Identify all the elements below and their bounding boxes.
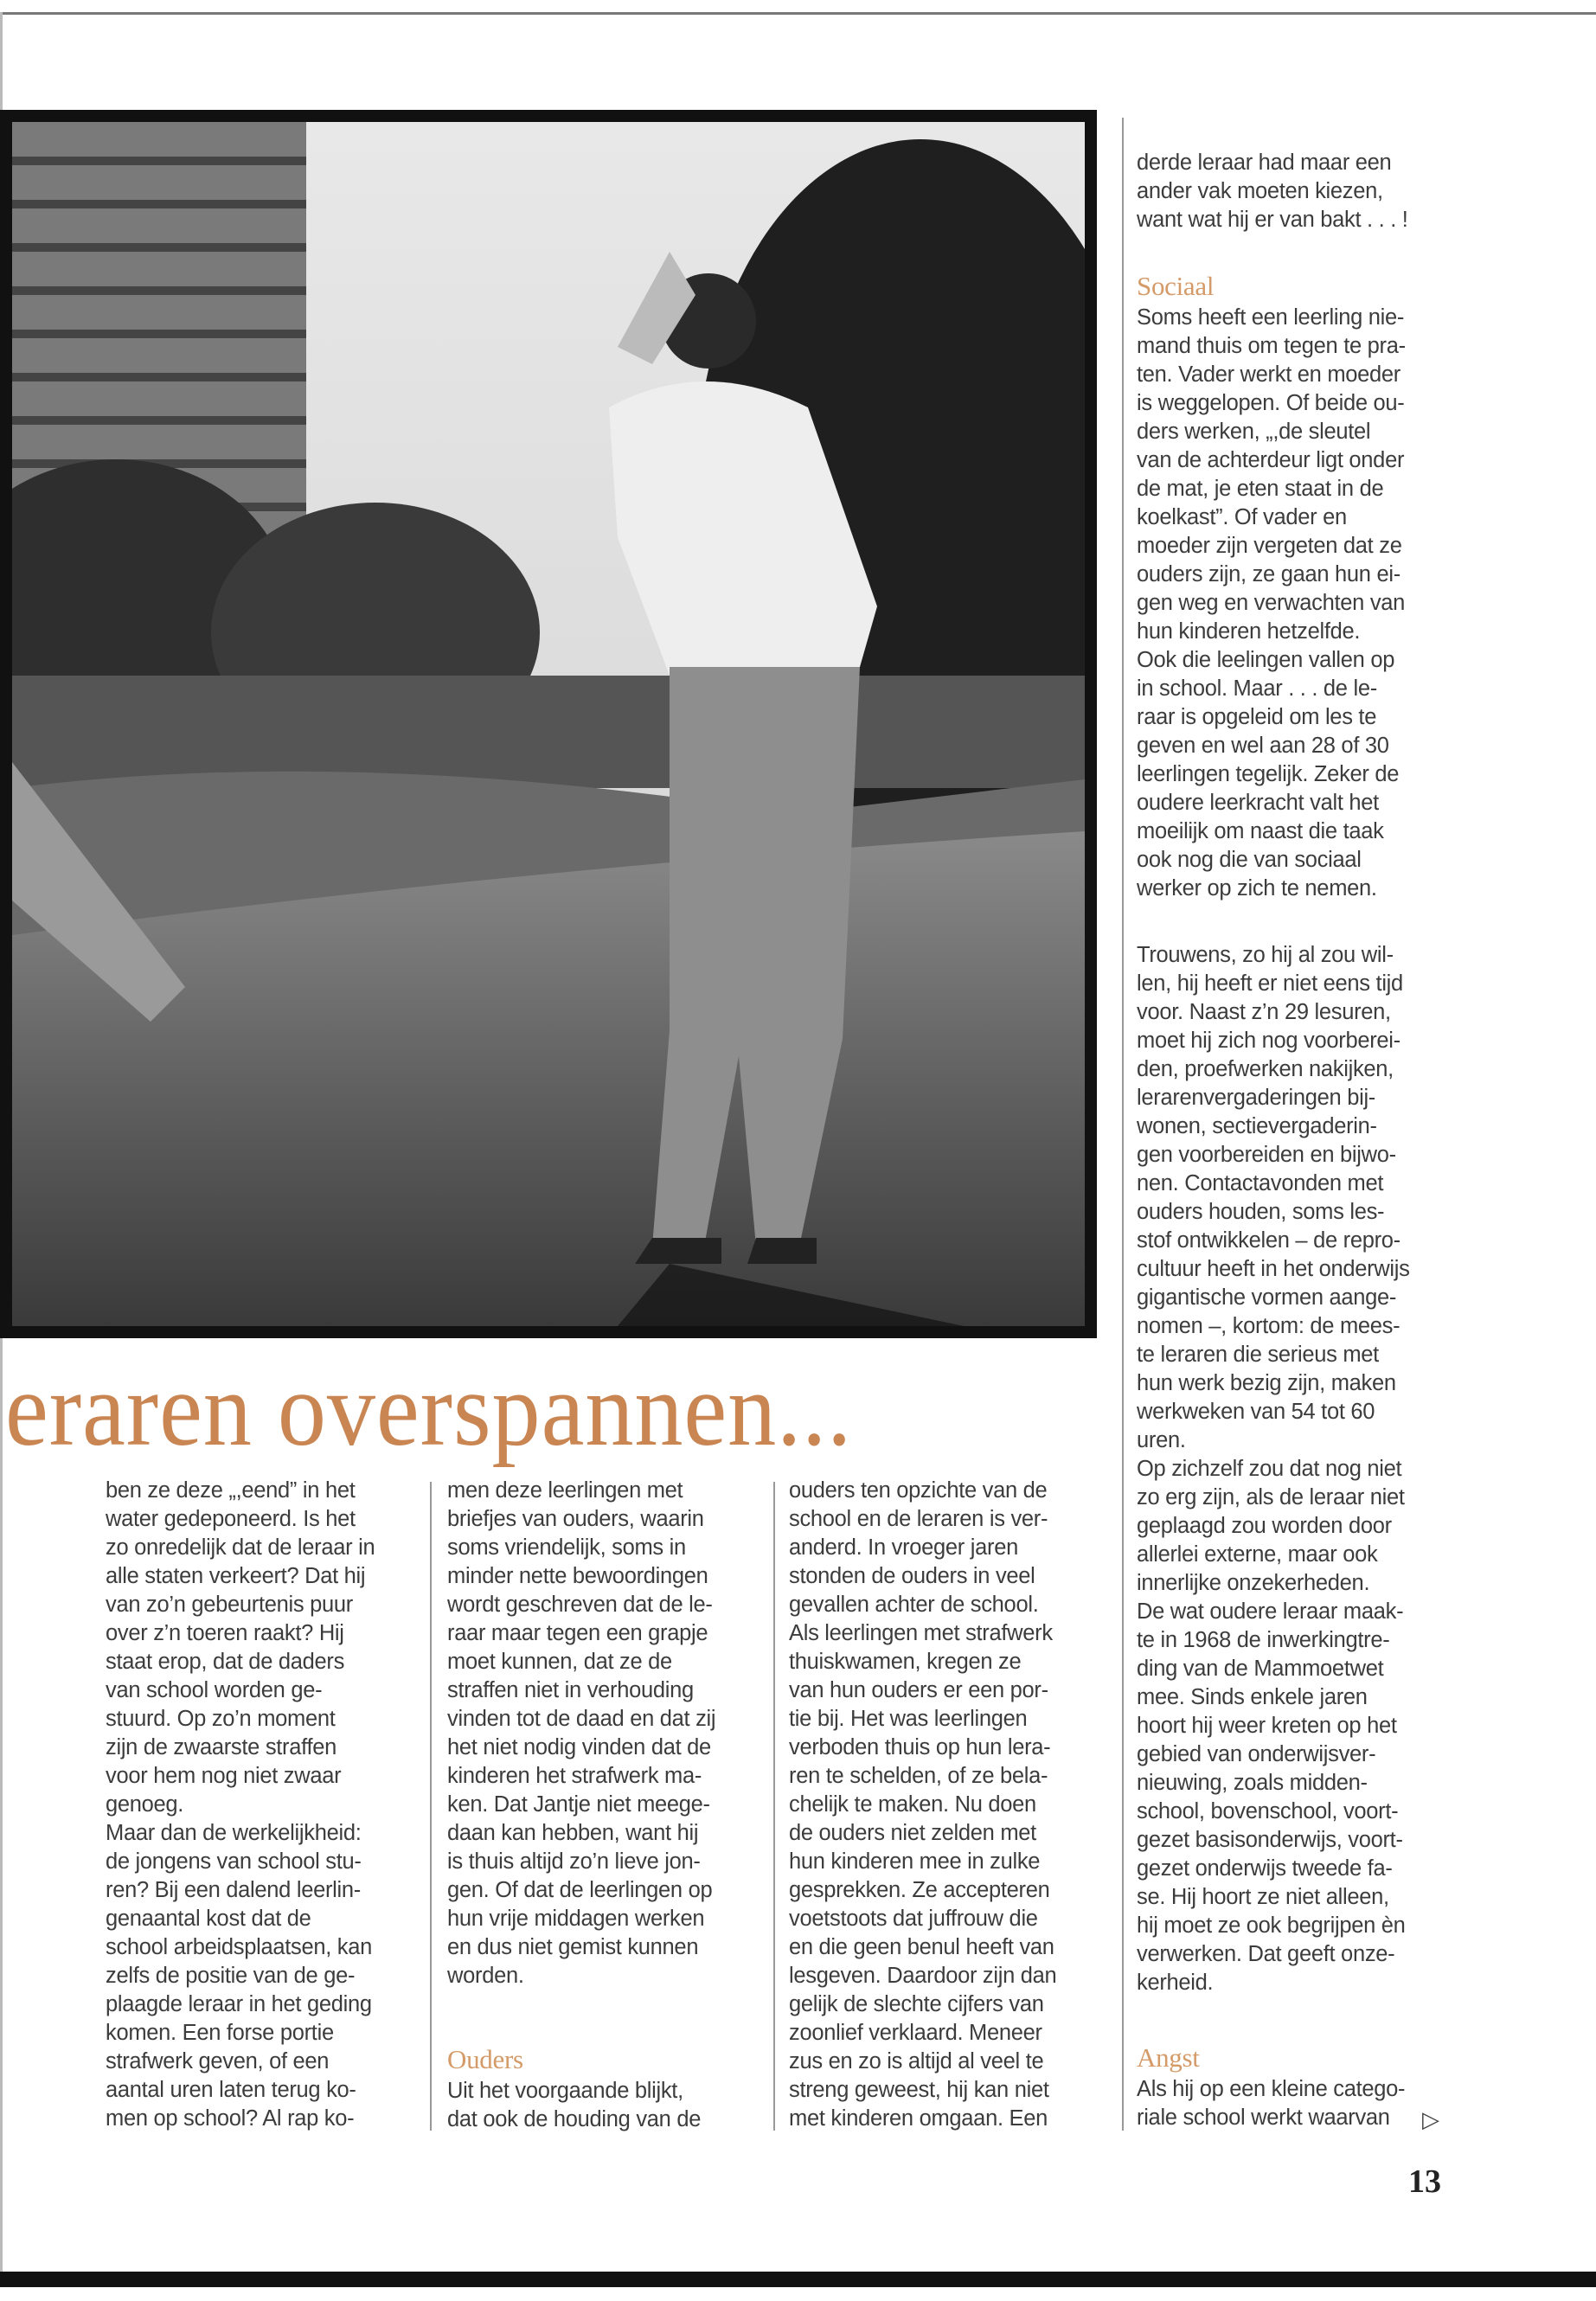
text-line: ten. Vader werkt en moeder — [1137, 362, 1401, 387]
page-top-rule — [0, 12, 1596, 15]
text-line: riale school werkt waarvan — [1137, 2106, 1390, 2130]
text-line: zo erg zijn, als de leraar niet — [1137, 1485, 1405, 1509]
text-line: chelijk te maken. Nu doen — [789, 1792, 1036, 1817]
text-line: zelfs de positie van de ge- — [106, 1964, 356, 1988]
text-line: ouders ten opzichte van de — [789, 1478, 1048, 1503]
text-line: Maar dan de werkelijkheid: — [106, 1821, 362, 1845]
text-line: briefjes van ouders, waarin — [447, 1507, 704, 1531]
text-line: moet kunnen, dat ze de — [447, 1650, 672, 1674]
text-line: ouders zijn, ze gaan hun ei- — [1137, 562, 1401, 586]
text-line: hun kinderen hetzelfde. — [1137, 619, 1361, 644]
text-line: van de achterdeur ligt onder — [1137, 448, 1405, 472]
text-line: moeder zijn vergeten dat ze — [1137, 534, 1402, 558]
text-line: cultuur heeft in het onderwijs — [1137, 1257, 1410, 1281]
text-line: gen weg en verwachten van — [1137, 591, 1406, 615]
text-line: kerheid. — [1137, 1971, 1214, 1995]
text-line: moeilijk om naast die taak — [1137, 819, 1384, 843]
text-line: straffen niet in verhouding — [447, 1678, 694, 1702]
subheading-angst: Angst — [1137, 2042, 1200, 2073]
text-line: geven en wel aan 28 of 30 — [1137, 734, 1389, 758]
subheading-sociaal: Sociaal — [1137, 271, 1215, 301]
text-line: zoonlief verklaard. Meneer — [789, 2021, 1042, 2045]
text-line: stuurd. Op zo’n moment — [106, 1707, 336, 1731]
continue-arrow-icon: ▷ — [1422, 2106, 1439, 2132]
text-line: staat erop, dat de daders — [106, 1650, 345, 1674]
text-line: zijn de zwaarste straffen — [106, 1735, 337, 1759]
text-line: se. Hij hoort ze niet alleen, — [1137, 1885, 1389, 1909]
text-line: De wat oudere leraar maak- — [1137, 1599, 1404, 1624]
text-line: hun vrije middagen werken — [447, 1907, 705, 1931]
text-line: lerarenvergaderingen bij- — [1137, 1086, 1376, 1110]
text-line: alle staten verkeert? Dat hij — [106, 1564, 366, 1588]
text-line: is thuis altijd zo’n lieve jon- — [447, 1849, 701, 1874]
text-line: gelijk de slechte cijfers van — [789, 1992, 1044, 2016]
text-line: men deze leerlingen met — [447, 1478, 683, 1503]
text-line: aantal uren laten terug ko- — [106, 2078, 356, 2102]
text-line: de mat, je eten staat in de — [1137, 477, 1384, 501]
text-line: ding van de Mammoetwet — [1137, 1657, 1384, 1681]
text-line: ders werken, „,de sleutel — [1137, 420, 1371, 444]
text-line: ook nog die van sociaal — [1137, 848, 1362, 872]
text-line: voor hem nog niet zwaar — [106, 1764, 342, 1788]
text-line: dat ook de houding van de — [447, 2107, 702, 2131]
text-line: raar maar tegen een grapje — [447, 1621, 708, 1645]
text-line: van school worden ge- — [106, 1678, 323, 1702]
photo-man-by-pond — [12, 122, 1085, 1326]
text-line: ander vak moeten kiezen, — [1137, 179, 1383, 203]
text-line: hun kinderen mee in zulke — [789, 1849, 1041, 1874]
text-line: ken. Dat Jantje niet meege- — [447, 1792, 710, 1817]
text-line: van hun ouders er een por- — [789, 1678, 1048, 1702]
text-line: in school. Maar . . . de le- — [1137, 676, 1377, 701]
text-line: de ouders niet zelden met — [789, 1821, 1036, 1845]
text-column-3 — [789, 1477, 1056, 2133]
text-line: school arbeidsplaatsen, kan — [106, 1935, 373, 1959]
text-column-2 — [447, 1477, 715, 2134]
column-divider — [430, 1482, 432, 2131]
text-line: de jongens van school stu- — [106, 1849, 362, 1874]
text-line: ben ze deze „,eend” in het — [106, 1478, 356, 1503]
text-line: ouders houden, soms les- — [1137, 1200, 1385, 1224]
text-line: stof ontwikkelen – de repro- — [1137, 1228, 1401, 1253]
subheading-ouders: Ouders — [447, 2044, 523, 2074]
article-headline: eraren overspannen... — [5, 1351, 853, 1468]
text-line: werkweken van 54 tot 60 — [1137, 1400, 1375, 1424]
text-line: Als leerlingen met strafwerk — [789, 1621, 1053, 1645]
text-line: allerlei externe, maar ook — [1137, 1542, 1378, 1567]
text-line: en die geen benul heeft van — [789, 1935, 1054, 1959]
text-line: Ook die leelingen vallen op — [1137, 648, 1395, 672]
text-line: ren te schelden, of ze bela- — [789, 1764, 1048, 1788]
text-line: derde leraar had maar een — [1137, 151, 1392, 175]
text-line: strafwerk geven, of een — [106, 2049, 330, 2073]
text-line: mand thuis om tegen te pra- — [1137, 334, 1406, 358]
text-line: lesgeven. Daardoor zijn dan — [789, 1964, 1057, 1988]
text-line: te leraren die serieus met — [1137, 1343, 1379, 1367]
text-line: mee. Sinds enkele jaren — [1137, 1685, 1368, 1709]
text-line: gevallen achter de school. — [789, 1593, 1039, 1617]
page-bottom-bar — [0, 2272, 1596, 2287]
text-line: len, hij heeft er niet eens tijd — [1137, 971, 1403, 996]
text-line: gen. Of dat de leerlingen op — [447, 1878, 713, 1902]
text-line: kinderen het strafwerk ma- — [447, 1764, 702, 1788]
text-line: den, proefwerken nakijken, — [1137, 1057, 1394, 1081]
text-line: hij moet ze ook begrijpen èn — [1137, 1913, 1406, 1938]
text-line: gezet onderwijs tweede fa- — [1137, 1856, 1393, 1881]
text-line: thuiskwamen, kregen ze — [789, 1650, 1022, 1674]
text-line: is weggelopen. Of beide ou- — [1137, 391, 1405, 415]
text-line: nieuwing, zoals midden- — [1137, 1771, 1368, 1795]
text-line: genaantal kost dat de — [106, 1907, 311, 1931]
text-line: oudere leerkracht valt het — [1137, 791, 1379, 815]
text-line: verboden thuis op hun lera- — [789, 1735, 1051, 1759]
paragraph — [1137, 941, 1410, 1997]
text-line: te in 1968 de inwerkingtre- — [1137, 1628, 1390, 1652]
text-line: Op zichzelf zou dat nog niet — [1137, 1457, 1402, 1481]
text-line: nen. Contactavonden met — [1137, 1171, 1384, 1195]
text-line: nomen –, kortom: de mees- — [1137, 1314, 1401, 1338]
text-line: stonden de ouders in veel — [789, 1564, 1035, 1588]
paragraph — [789, 1477, 1056, 2133]
text-line: Uit het voorgaande blijkt, — [447, 2079, 683, 2103]
text-line: ren? Bij een dalend leerlin- — [106, 1878, 361, 1902]
text-line: leerlingen tegelijk. Zeker de — [1137, 762, 1400, 786]
article-photo — [0, 110, 1097, 1338]
paragraph — [447, 1477, 715, 1990]
text-column-1 — [106, 1477, 375, 2133]
text-line: verwerken. Dat geeft onze- — [1137, 1942, 1395, 1966]
column-divider — [773, 1482, 775, 2131]
text-line: koelkast”. Of vader en — [1137, 505, 1347, 529]
text-line: want wat hij er van bakt . . . ! — [1137, 208, 1408, 232]
text-line: minder nette bewoordingen — [447, 1564, 708, 1588]
text-line: wonen, sectievergaderin- — [1137, 1114, 1377, 1138]
text-line: werker op zich te nemen. — [1137, 876, 1377, 901]
text-line: school, bovenschool, voort- — [1137, 1799, 1399, 1823]
text-line: soms vriendelijk, soms in — [447, 1535, 686, 1560]
text-line: met kinderen omgaan. Een — [789, 2106, 1048, 2131]
text-line: genoeg. — [106, 1792, 184, 1817]
text-line: en dus niet gemist kunnen — [447, 1935, 699, 1959]
text-line: zus en zo is altijd al veel te — [789, 2049, 1044, 2073]
text-line: komen. Een forse portie — [106, 2021, 334, 2045]
text-line: zo onredelijk dat de leraar in — [106, 1535, 375, 1560]
text-line: tie bij. Het was leerlingen — [789, 1707, 1028, 1731]
text-line: van zo’n gebeurtenis puur — [106, 1593, 353, 1617]
text-line: school en de leraren is ver- — [789, 1507, 1048, 1531]
text-line: daan kan hebben, want hij — [447, 1821, 699, 1845]
text-line: vinden tot de daad en dat zij — [447, 1707, 716, 1731]
column-divider — [1122, 118, 1124, 2131]
text-line: gesprekken. Ze accepteren — [789, 1878, 1050, 1902]
text-line: moet hij zich nog voorberei- — [1137, 1029, 1401, 1053]
text-line: plaagde leraar in het geding — [106, 1992, 372, 2016]
text-line: streng geweest, hij kan niet — [789, 2078, 1049, 2102]
paragraph — [1137, 304, 1410, 903]
text-line: wordt geschreven dat de le- — [447, 1593, 713, 1617]
text-line: Trouwens, zo hij al zou wil- — [1137, 943, 1394, 967]
text-line: gen voorbereiden en bijwo- — [1137, 1143, 1396, 1167]
text-line: men op school? Al rap ko- — [106, 2106, 355, 2131]
paragraph — [447, 2077, 715, 2134]
text-line: Als hij op een kleine catego- — [1137, 2077, 1406, 2101]
paragraph — [1137, 2075, 1410, 2132]
text-line: gigantische vormen aange- — [1137, 1285, 1397, 1310]
paragraph — [1137, 149, 1410, 234]
text-line: anderd. In vroeger jaren — [789, 1535, 1018, 1560]
text-line: hun werk bezig zijn, maken — [1137, 1371, 1396, 1395]
text-line: geplaagd zou worden door — [1137, 1514, 1392, 1538]
text-line: over z’n toeren raakt? Hij — [106, 1621, 344, 1645]
text-line: uren. — [1137, 1428, 1186, 1452]
text-line: worden. — [447, 1964, 524, 1988]
paragraph — [106, 1477, 375, 2133]
text-line: hoort hij weer kreten op het — [1137, 1714, 1397, 1738]
text-line: voor. Naast z’n 29 lesuren, — [1137, 1000, 1391, 1024]
text-line: gezet basisonderwijs, voort- — [1137, 1828, 1403, 1852]
page-number: 13 — [1408, 2163, 1441, 2200]
text-line: raar is opgeleid om les te — [1137, 705, 1377, 729]
text-line: voetstoots dat juffrouw die — [789, 1907, 1038, 1931]
text-line: innerlijke onzekerheden. — [1137, 1571, 1370, 1595]
text-column-4 — [1137, 149, 1410, 2132]
text-line: Soms heeft een leerling nie- — [1137, 305, 1405, 330]
text-line: gebied van onderwijsver- — [1137, 1742, 1376, 1766]
text-line: water gedeponeerd. Is het — [106, 1507, 356, 1531]
text-line: het niet nodig vinden dat de — [447, 1735, 711, 1759]
